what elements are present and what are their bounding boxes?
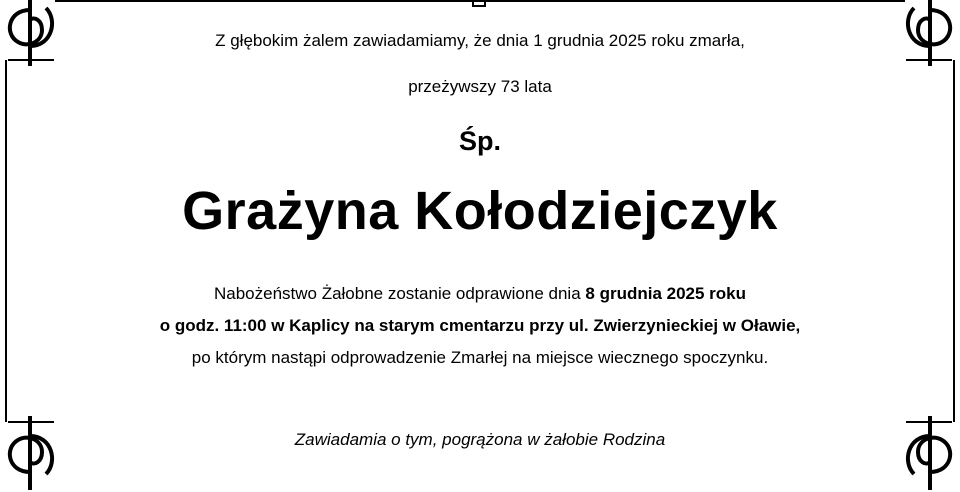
service-line-1-prefix: Nabożeństwo Żałobne zostanie odprawione dnia xyxy=(213,284,586,303)
cross-ornament-icon xyxy=(470,0,488,8)
deceased-name: Grażyna Kołodziejczyk xyxy=(182,181,778,241)
intro-text: Z głębokim żalem zawiadamiamy, że dnia 1 grudnia 2025 roku zmarła, xyxy=(215,31,745,50)
service-line-2: o godz. 11:00 w Kaplicy na starym cmentarzu przy ul. Zwierzynieckiej w Oławie, xyxy=(159,316,801,335)
honorific: Śp. xyxy=(458,126,501,156)
service-date: 8 grudnia 2025 roku xyxy=(585,284,747,303)
closing-text: Zawiadamia o tym, pogrążona w żałobie Rodzina xyxy=(294,430,666,449)
service-line-3: po którym nastąpi odprowadzenie Zmarłej na miejsce wiecznego spoczynku. xyxy=(191,348,769,367)
age-text: przeżywszy 73 lata xyxy=(408,77,552,96)
corner-ornament-bottom-right-icon xyxy=(894,412,960,492)
corner-ornament-bottom-left-icon xyxy=(0,412,66,492)
service-line-1 xyxy=(0,284,960,304)
